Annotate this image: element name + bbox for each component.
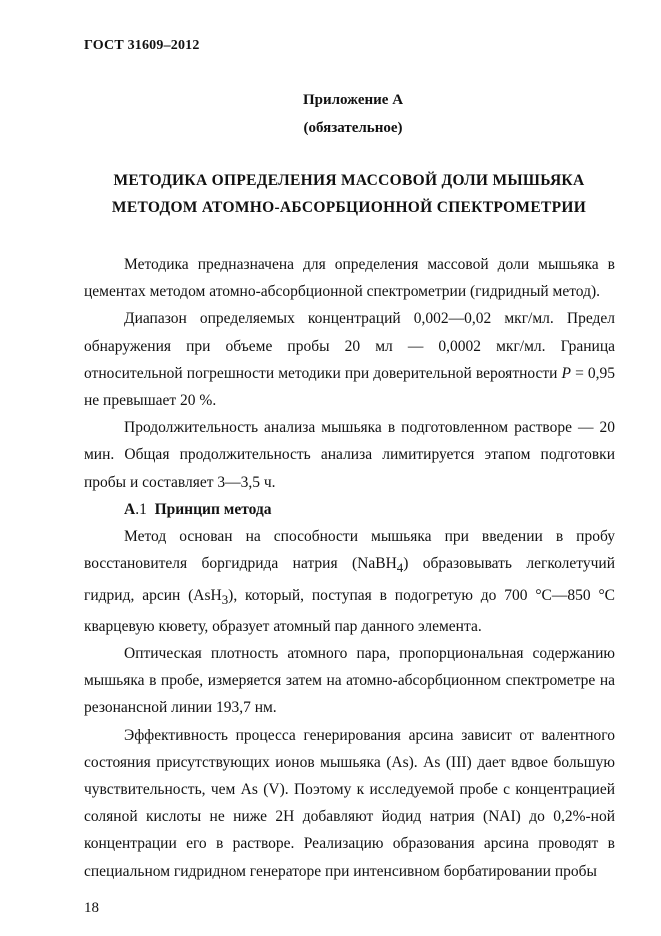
page-number: 18 bbox=[84, 900, 99, 916]
paragraph-range: Диапазон определяемых концентраций 0,002—0,02 мкг/мл. Предел обнаружения при объеме пробы 20 мл — 0,0002 мкг/мл. Граница относительной погрешности методики при доверительной вероятности P = 0,95 не превышает 20 %. bbox=[84, 310, 615, 410]
standard-header: ГОСТ 31609–2012 bbox=[84, 38, 200, 53]
section-heading bbox=[84, 496, 615, 523]
section-title: Принцип метода bbox=[154, 500, 272, 518]
paragraph-scope: Методика предназначена для определения массовой доли мышьяка в цементах методом атомно-абсорбционной спектрометрии (гидридный метод). bbox=[84, 256, 615, 301]
paragraph-duration: Продолжительность анализа мышьяка в подготовленном растворе — 20 мин. Общая продолжительность анализа лимитируется этапом подготовки пробы и составляет 3—3,5 ч. bbox=[84, 419, 615, 491]
paragraph-optical-density: Оптическая плотность атомного пара, пропорциональная содержанию мышьяка в пробе, измеряется затем на атомно-абсорбционном спектрометре на резонансной линии 193,7 нм. bbox=[84, 645, 615, 717]
section-number: .1 bbox=[135, 500, 147, 518]
document-title-line-2: МЕТОДОМ АТОМНО-АБСОРБЦИОННОЙ СПЕКТРОМЕТРИИ bbox=[111, 199, 587, 216]
appendix-status: (обязательное) bbox=[303, 120, 403, 136]
section-number-letter: А bbox=[124, 500, 136, 518]
paragraph-method-principle: Метод основан на способности мышьяка при введении в пробу восстановителя боргидрида натрия (NaBH$_4$) образовывать легколетучий гидрид, арсин (AsH$_3$), который, поступая в подогретую до 700 °С—850 °С кварцевую кювету, образует атомный пар данного элемента. bbox=[84, 528, 615, 635]
appendix-title: Приложение А bbox=[302, 92, 404, 108]
document-body bbox=[84, 251, 615, 885]
paragraph-efficiency: Эффективность процесса генерирования арсина зависит от валентного состояния присутствующих ионов мышьяка (As). As (III) дает вдвое большую чувствительность, чем As (V). Поэтому к исследуемой пробе с концентрацией соляной кислоты не ниже 2Н добавляют йодид натрия (NAI) до 0,2%-ной концентрации его в растворе. Реализацию образования арсина проводят в специальном гидридном генераторе при интенсивном борбатировании пробы bbox=[84, 726, 615, 880]
variable-p: P bbox=[561, 364, 571, 382]
document-title-line-1: МЕТОДИКА ОПРЕДЕЛЕНИЯ МАССОВОЙ ДОЛИ МЫШЬЯКА bbox=[113, 172, 585, 189]
